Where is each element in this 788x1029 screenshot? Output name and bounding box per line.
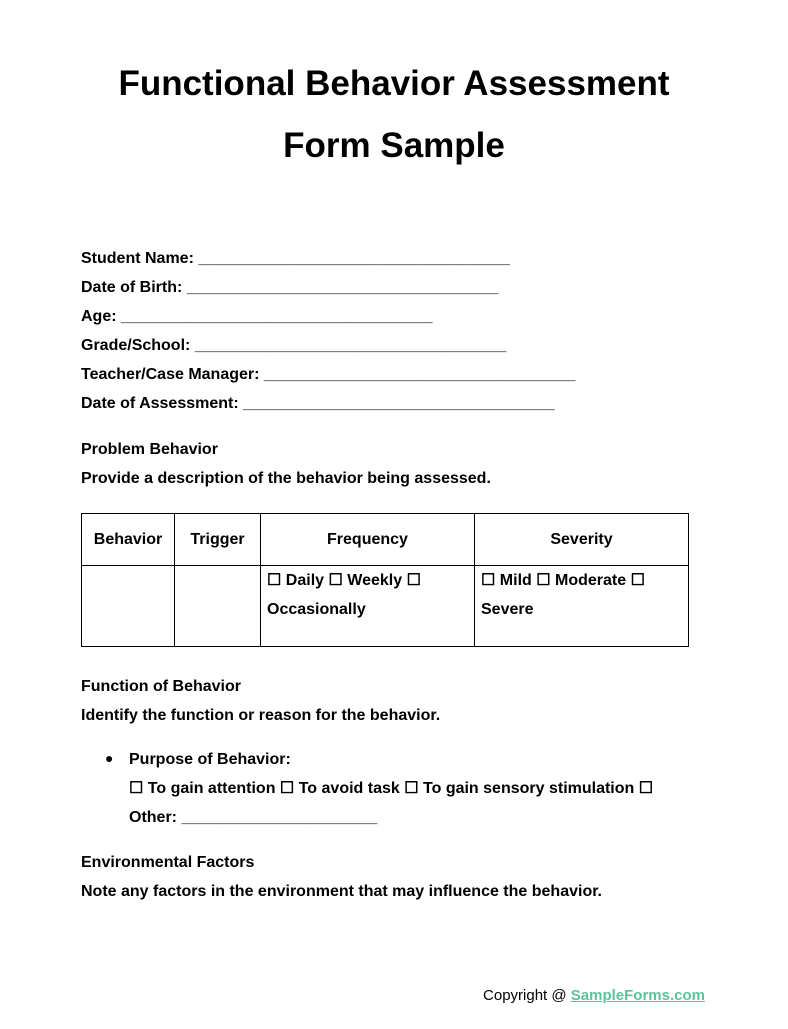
field-label: Date of Assessment: [81,395,239,412]
brand-link[interactable]: SampleForms.com [570,987,705,1004]
field-label: Date of Birth: [81,279,183,296]
field-student-name[interactable] [81,250,510,268]
field-grade-school[interactable] [81,337,506,355]
field-label: Age: [81,308,117,325]
bullet-icon: ● [105,750,114,766]
table-row [82,566,689,647]
field-blank[interactable]: ___________________________________ [198,250,510,267]
column-header-frequency: Frequency [261,514,475,566]
field-label: Student Name: [81,250,194,267]
column-header-severity: Severity [475,514,689,566]
field-label: Teacher/Case Manager: [81,366,260,383]
behavior-table [81,513,689,647]
purpose-label: Purpose of Behavior: [129,751,291,768]
frequency-options[interactable]: ☐ Daily ☐ Weekly ☐ Occasionally [261,566,475,647]
section-description-problem-behavior: Provide a description of the behavior being assessed. [81,470,491,487]
field-blank[interactable]: ___________________________________ [243,395,555,412]
section-heading-problem-behavior: Problem Behavior [81,441,218,458]
section-description-environmental-factors: Note any factors in the environment that may influence the behavior. [81,883,602,900]
field-blank[interactable]: ___________________________________ [121,308,433,325]
field-teacher-case-manager[interactable] [81,366,575,384]
page-title-line2: Form Sample [283,126,505,165]
purpose-of-behavior-item [129,745,674,832]
section-description-function-of-behavior: Identify the function or reason for the behavior. [81,707,441,724]
table-header-row [82,514,689,566]
page-title-line1: Functional Behavior Assessment [118,64,670,103]
field-blank[interactable]: ___________________________________ [263,366,576,383]
field-age[interactable] [81,308,432,326]
field-date-of-birth[interactable] [81,279,498,297]
severity-options[interactable]: ☐ Mild ☐ Moderate ☐ Severe [475,566,689,647]
trigger-cell[interactable] [175,566,261,647]
purpose-options[interactable]: ☐ To gain attention ☐ To avoid task ☐ To gain sensory stimulation ☐ Other: ______________________ [129,780,654,826]
column-header-trigger: Trigger [175,514,261,566]
field-date-of-assessment[interactable] [81,395,555,413]
field-blank[interactable]: ___________________________________ [186,279,499,296]
copyright-text: Copyright @ [483,987,571,1004]
copyright-footer [483,987,705,1004]
section-heading-function-of-behavior: Function of Behavior [81,678,241,695]
section-heading-environmental-factors: Environmental Factors [81,854,255,871]
field-blank[interactable]: ___________________________________ [194,337,507,354]
behavior-cell[interactable] [82,566,175,647]
field-label: Grade/School: [81,337,191,354]
column-header-behavior: Behavior [82,514,175,566]
